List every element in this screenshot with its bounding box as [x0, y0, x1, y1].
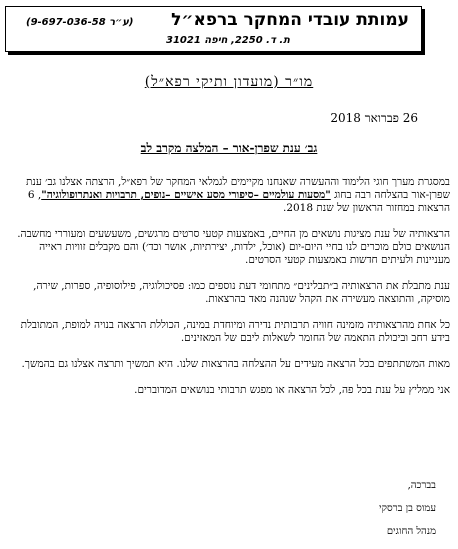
org-address: ת. ד. 2250, חיפה 31021	[166, 35, 290, 46]
letterhead-box	[5, 6, 422, 52]
club-title: מו״ר (מועדון ותיקי רפא״ל)	[144, 74, 314, 90]
paragraph-2: הרצאותיה של ענת מציגות נושאים מן החיים, באמצעות קטעי סרטים מרגשים, משעשעים ומעוררי מחשבה. הנושאים כולם מוכרים לנו בחיי היום-יום (אוכל, ילדות, יצירתיות, אושר וכד׳) והם מקבלים זוויות ראייה מעניינות ולעיתים חדשות באמצעות קטעי הסרטים.	[17, 228, 450, 266]
paragraph-1-end: , 6 הרצאות במחזור הראשון של שנת 2018.	[27, 189, 450, 214]
paragraph-3: ענת מתבלת את הרצאותיה ב״תבלינים״ מתחומי דעת נוספים כמו: פסיכולוגיה, פילוסופיה, ספרות, שירה, מוסיקה, והתוצאה מעשירה את הקהל שנהנה מאד בהרצאות.	[33, 280, 450, 305]
signer-role: מנהל החוגים	[386, 526, 436, 537]
letter-subject: גב׳ ענת שפרן-אור – המלצה מקרב לב	[140, 141, 318, 155]
paragraph-1	[6, 176, 450, 215]
org-name: עמותת עובדי המחקר ברפא״ל	[171, 10, 409, 30]
registration-number: (ע״ר 9-697-036-58)	[26, 17, 134, 28]
letter-body	[6, 176, 450, 410]
paragraph-5: מאות המשתתפים בכל הרצאה מעידים על ההצלחה בהרצאות שלנו. היא תמשיך ותרצה אצלנו גם בהמשך.	[21, 358, 450, 370]
paragraph-6: אני ממליץ על ענת בכל פה, לכל הרצאה או מפגש תרבותי בנושאים המדוברים.	[134, 384, 450, 396]
paragraph-1-intro: במסגרת מערך חוגי הלימוד וההעשרה שאנחנו מקיימים לגמלאי המחקר של רפא״ל, הרצתה אצלנו גב׳ ענת שפרן-אור בהצלחה רבה בחוג	[26, 176, 450, 201]
signature-block	[379, 480, 436, 549]
signer-name: עמוס בן ברסקי	[379, 503, 436, 514]
course-name: "מסעות עולמיים –סיפורי מסע אישיים –נופים, תרבויות ואנתרופולוגיה"	[41, 189, 331, 201]
letter-date: 26 פברואר 2018	[330, 111, 418, 125]
paragraph-4: כל אחת מהרצאותיה מזמינה חוויה תרבותית נדירה ומיוחדת במינה, הכוללת הרצאה בנויה למופת, המתובלת בידע רחב וביכולת התאמה של החומר לשאלות ליבם של המאזינים.	[20, 319, 450, 344]
signature-greeting: בברכה,	[407, 480, 436, 491]
